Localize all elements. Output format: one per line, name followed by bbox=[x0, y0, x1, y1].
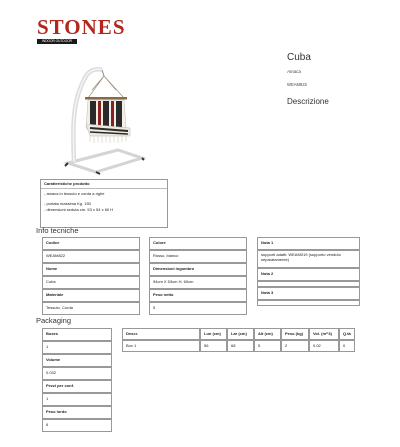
info-value-materiale: Tessuto, Corda bbox=[42, 302, 140, 315]
packaging-heading: Packaging bbox=[36, 316, 72, 325]
characteristic-line: - dimensioni seduta cm. 53 x 54 x 60 H bbox=[44, 206, 114, 212]
pack-table-header: Descr. bbox=[122, 328, 200, 340]
logo-wordmark: STONES bbox=[37, 15, 126, 39]
pack-value-volume: 0.032 bbox=[42, 367, 112, 380]
info-label-dimensioni: Dimensioni ingombro bbox=[149, 263, 247, 276]
pack-table-header: Vol. (m^3) bbox=[309, 328, 339, 340]
info-value-codice: WEAM822 bbox=[42, 250, 140, 263]
logo-tagline: INDOOR OUTDOOR bbox=[37, 39, 77, 44]
info-value-nome: Cuba bbox=[42, 276, 140, 289]
info-value-nota-1: supporti adatti: WEAM019 (supporto venduto separatamente) bbox=[257, 250, 360, 268]
pack-table-cell: 2 bbox=[281, 340, 309, 352]
info-value-nota-3 bbox=[257, 300, 360, 306]
pack-table-cell: Box 1 bbox=[122, 340, 200, 352]
pack-table-cell: 68 bbox=[227, 340, 254, 352]
hammock-chair-stand-image bbox=[40, 62, 160, 180]
info-value-colore: Rosso, bianco bbox=[149, 250, 247, 263]
pack-label-pezzi: Pezzi per conf. bbox=[42, 380, 112, 393]
product-title: Cuba bbox=[287, 52, 311, 63]
pack-value-peso-lordo: 6 bbox=[42, 419, 112, 432]
info-label-materiale: Materiale bbox=[42, 289, 140, 302]
info-tecniche-heading: Info tecniche bbox=[36, 226, 79, 235]
pack-label-volume: Volume bbox=[42, 354, 112, 367]
info-label-peso-netto: Peso netto bbox=[149, 289, 247, 302]
info-value-dimensioni: 94cm X 53cm H. 60cm bbox=[149, 276, 247, 289]
info-label-nome: Nome bbox=[42, 263, 140, 276]
pack-label-peso-lordo: Peso lordo bbox=[42, 406, 112, 419]
pack-table-cell: 5 bbox=[254, 340, 281, 352]
pack-table-header: Lun (cm) bbox=[200, 328, 227, 340]
info-label-codice: Codice bbox=[42, 237, 140, 250]
characteristics-heading: Caratteristiche prodotto bbox=[41, 180, 167, 189]
info-value-peso-netto: 5 bbox=[149, 302, 247, 315]
pack-value-pezzi: 1 bbox=[42, 393, 112, 406]
product-subtitle: Amaca bbox=[287, 69, 302, 74]
pack-table-header: Lar (cm) bbox=[227, 328, 254, 340]
pack-table-header: Peso (kg) bbox=[281, 328, 309, 340]
pack-table-cell: 0.02 bbox=[309, 340, 339, 352]
characteristics-list bbox=[41, 189, 167, 214]
stones-logo bbox=[37, 15, 126, 44]
info-label-nota-1: Nota 1 bbox=[257, 237, 360, 250]
info-label-nota-2: Nota 2 bbox=[257, 268, 360, 281]
pack-table-cell: 56 bbox=[200, 340, 227, 352]
characteristics-box bbox=[40, 179, 168, 228]
pack-table-cell: 0 bbox=[339, 340, 355, 352]
characteristic-line: - amaca in tessuto e corda a righe bbox=[44, 191, 105, 196]
description-heading: Descrizione bbox=[287, 97, 329, 106]
pack-table-header: Alt (cm) bbox=[254, 328, 281, 340]
pack-label-boxes: Boxes bbox=[42, 328, 112, 341]
info-label-nota-3: Nota 3 bbox=[257, 287, 360, 300]
info-label-colore: Colore bbox=[149, 237, 247, 250]
product-code: WEAM822 bbox=[287, 82, 308, 87]
pack-table-header: Q.tà bbox=[339, 328, 355, 340]
pack-value-boxes: 1 bbox=[42, 341, 112, 354]
characteristic-line: - portata massima Kg. 150 bbox=[44, 201, 91, 207]
